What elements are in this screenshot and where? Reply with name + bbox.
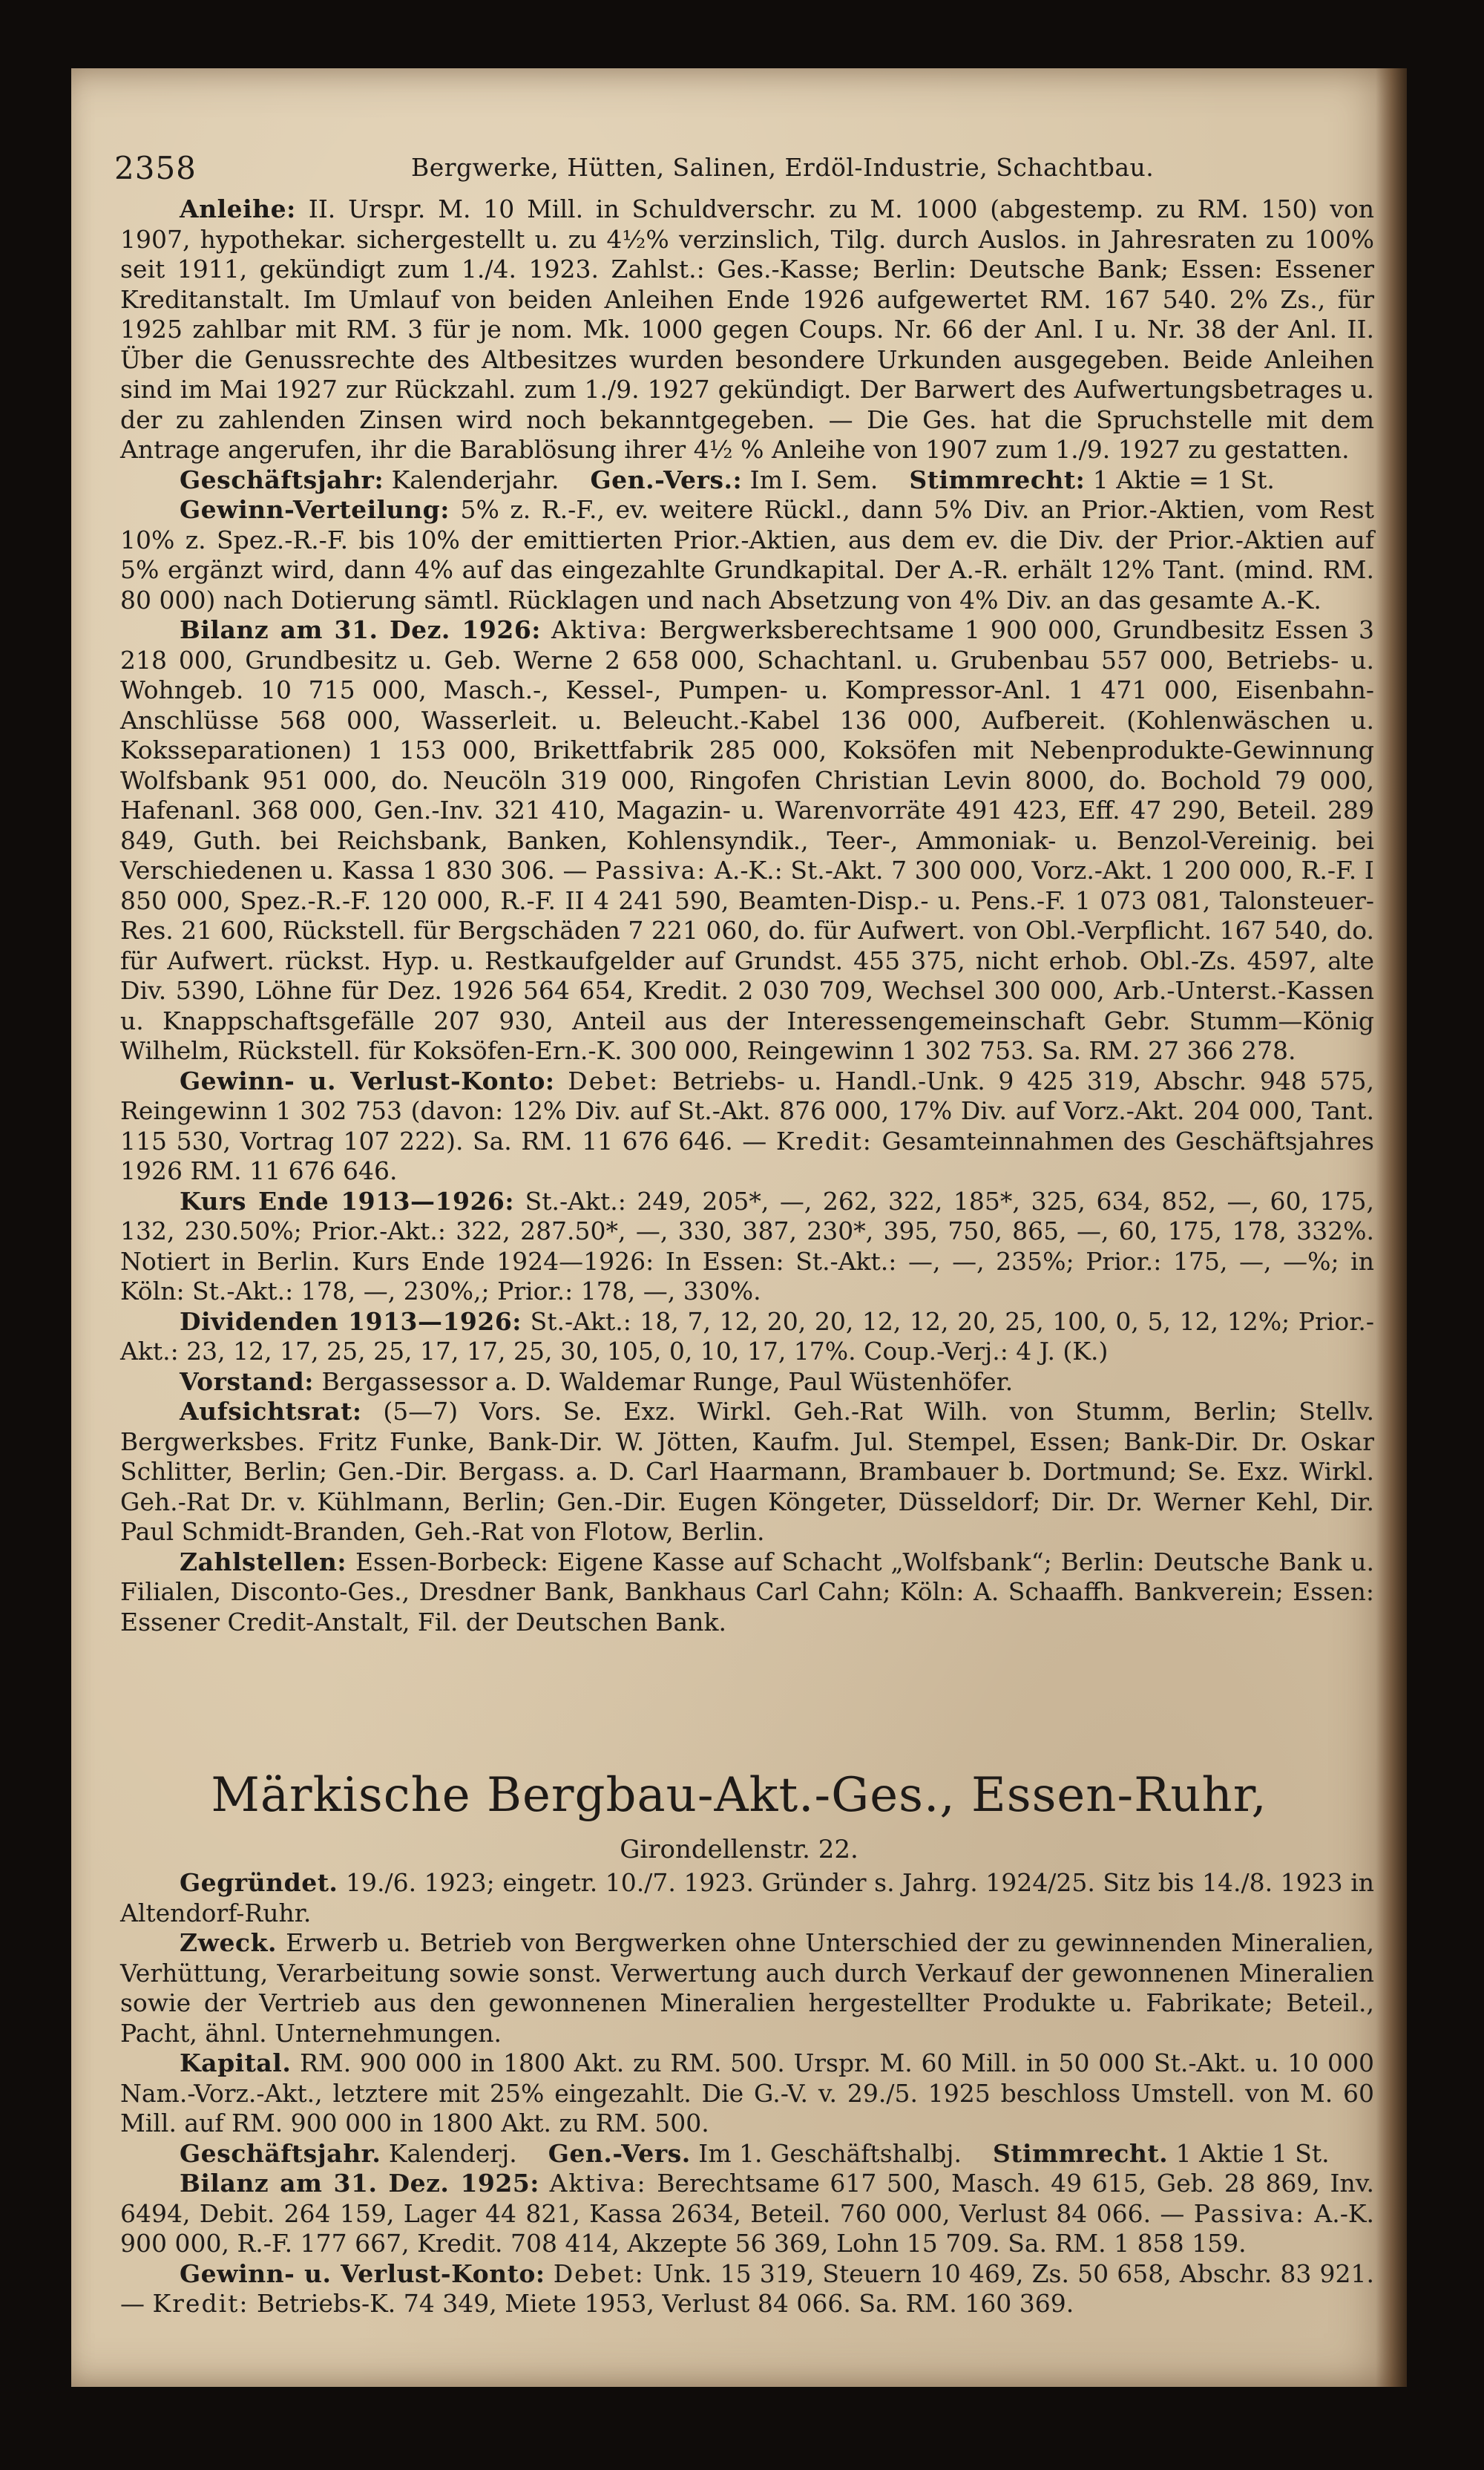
page-gutter-shadow — [1376, 68, 1407, 2387]
kapital-text: RM. 900 000 in 1800 Akt. zu RM. 500. Urspr. M. 60 Mill. in 50 000 St.-Akt. u. 10 000 Nam.-Vorz.-Akt., letztere mit 25% eingezahlt. Die G.-V. v. 29./5. 1925 beschloss Umstell. von M. 60 Mill. auf RM. 900 000 in 1800 Akt. zu RM. 500. — [120, 2048, 1374, 2138]
kurs-text: St.-Akt.: 249, 205*, —, 262, 322, 185*, 325, 634, 852, —, 60, 175, 132, 230.50%; Prior.-Akt.: 322, 287.50*, —, 330, 387, 230*, 395, 750, 865, —, 60, 175, 178, 332%. Notiert in Berlin. Kurs Ende 1924—1926: In Essen: St.-Akt.: —, —, 235%; Prior.: 175, —, —%; in Köln: St.-Akt.: 178, —, 230%,; Prior.: 178, —, 330%. — [120, 1186, 1374, 1306]
dividenden-label: Dividenden 1913—1926: — [180, 1306, 522, 1336]
zahlstellen-paragraph — [120, 1547, 1374, 1638]
guv2-kredit-text: Betriebs-K. 74 349, Miete 1953, Verlust 84 066. Sa. RM. 160 369. — [257, 2289, 1074, 2318]
guv-paragraph — [120, 1067, 1374, 1187]
guv2-label: Gewinn- u. Verlust-Konto: — [180, 2258, 545, 2288]
genvers2-label: Gen.-Vers. — [548, 2138, 691, 2168]
stimmrecht2-label: Stimmrecht. — [992, 2138, 1169, 2168]
meta2-paragraph — [120, 2139, 1374, 2169]
gegruendet-paragraph — [120, 1868, 1374, 1928]
kapital-label: Kapital. — [180, 2048, 292, 2077]
stimmrecht-text: 1 Aktie = 1 St. — [1092, 465, 1275, 494]
dividenden-text: St.-Akt.: 18, 7, 12, 20, 20, 12, 12, 20, 25, 100, 0, 5, 12, 12%; Prior.-Akt.: 23, 12, 17, 25, 25, 17, 17, 25, 30, 105, 0, 10, 17, 17%. Coup.-Verj.: 4 J. (K.) — [120, 1306, 1374, 1366]
zweck-paragraph — [120, 1928, 1374, 2048]
guv2-debet-text: Unk. 15 319, Steuern 10 469, Zs. 50 658, Abschr. 83 921. — — [120, 2258, 1374, 2318]
geschaeftsjahr2-text: Kalenderj. — [388, 2138, 517, 2168]
stimmrecht-label: Stimmrecht: — [909, 465, 1086, 494]
genvers-text: Im I. Sem. — [749, 465, 879, 494]
geschaeftsjahr-label: Geschäftsjahr: — [180, 465, 384, 494]
vorstand-text: Bergassessor a. D. Waldemar Runge, Paul Wüstenhöfer. — [321, 1366, 1014, 1396]
gegruendet-label: Gegründet. — [180, 1868, 338, 1897]
bilanz-passiva-label: Passiva: — [595, 856, 707, 885]
geschaeftsjahr2-label: Geschäftsjahr. — [180, 2138, 381, 2168]
dividenden-paragraph — [120, 1307, 1374, 1367]
gewinnverteilung-paragraph — [120, 495, 1374, 615]
guv-kredit-label: Kredit: — [775, 1126, 873, 1156]
vorstand-label: Vorstand: — [180, 1366, 314, 1396]
bilanz2-label: Bilanz am 31. Dez. 1925: — [180, 2169, 539, 2198]
aufsichtsrat-text: (5—7) Vors. Se. Exz. Wirkl. Geh.-Rat Wilh. von Stumm, Berlin; Stellv. Bergwerksbes. Fritz Funke, Bank-Dir. W. Jötten, Kaufm. Jul. Stempel, Essen; Bank-Dir. Dr. Oskar Schlitter, Berlin; Gen.-Dir. Bergass. a. D. Carl Haarmann, Brambauer b. Dortmund; Se. Exz. Wirkl. Geh.-Rat Dr. v. Kühlmann, Berlin; Gen.-Dir. Eugen Köngeter, Düsseldorf; Dir. Dr. Werner Kehl, Dir. Paul Schmidt-Branden, Geh.-Rat von Flotow, Berlin. — [120, 1397, 1374, 1546]
zweck-text: Erwerb u. Betrieb von Bergwerken ohne Unterschied der zu gewinnenden Mineralien, Verhüttung, Verarbeitung sowie sonst. Verwertung auch durch Verkauf der gewonnenen Mineralien sowie der Vertrieb aus den gewonnenen Mineralien hergestellter Produkte u. Fabrikate; Beteil., Pacht, ähnl. Unternehmungen. — [120, 1928, 1374, 2048]
zweck-label: Zweck. — [180, 1928, 277, 1957]
book-page — [71, 68, 1407, 2387]
bilanz2-passiva-text: A.-K. 900 000, R.-F. 177 667, Kredit. 708 414, Akzepte 56 369, Lohn 15 709. Sa. RM. 1 858 159. — [120, 2198, 1374, 2258]
guv-debet-label: Debet: — [568, 1066, 660, 1095]
anleihe-text: II. Urspr. M. 10 Mill. in Schuldverschr. zu M. 1000 (abgestemp. zu RM. 150) von 1907, hypothekar. sichergestellt u. zu 4½% verzinslich, Tilg. durch Auslos. in Jahresraten zu 100% seit 1911, gekündigt zum 1./4. 1923. Zahlst.: Ges.-Kasse; Berlin: Deutsche Bank; Essen: Essener Kreditanstalt. Im Umlauf von beiden Anleihen Ende 1926 aufgewertet RM. 167 540. 2% Zs., für 1925 zahlbar mit RM. 3 für je nom. Mk. 1000 gegen Coups. Nr. 66 der Anl. I u. Nr. 38 der Anl. II. Über die Genussrechte des Altbesitzes wurden besondere Urkunden ausgegeben. Beide Anleihen sind im Mai 1927 zur Rückzahl. zum 1./9. 1927 gekündigt. Der Barwert des Aufwertungsbetrages u. der zu zahlenden Zinsen wird noch bekanntgegeben. — Die Ges. hat die Spruchstelle mit dem Antrage angerufen, ihr die Barablösung ihrer 4½ % Anleihe von 1907 zum 1./9. 1927 zu gestatten. — [120, 194, 1374, 464]
bilanz-label: Bilanz am 31. Dez. 1926: — [180, 615, 541, 644]
bilanz2-passiva-label: Passiva: — [1193, 2198, 1306, 2228]
geschaeftsjahr-text: Kalenderjahr. — [391, 465, 559, 494]
gegruendet-text: 19./6. 1923; eingetr. 10./7. 1923. Gründer s. Jahrg. 1924/25. Sitz bis 14./8. 1923 in Altendorf-Ruhr. — [120, 1868, 1374, 1927]
kapital-paragraph — [120, 2048, 1374, 2139]
anleihe-paragraph — [120, 194, 1374, 465]
bilanz2-aktiva-label: Aktiva: — [549, 2169, 647, 2198]
bilanz2-paragraph — [120, 2169, 1374, 2259]
zahlstellen-text: Essen-Borbeck: Eigene Kasse auf Schacht „Wolfsbank“; Berlin: Deutsche Bank u. Filialen, Disconto-Ges., Dresdner Bank, Bankhaus Carl Cahn; Köln: A. Schaaffh. Bankverein; Essen: Essener Credit-Anstalt, Fil. der Deutschen Bank. — [120, 1547, 1374, 1637]
company-title: Märkische Bergbau-Akt.-Ges., Essen-Ruhr, — [211, 1768, 1267, 1823]
page-header — [114, 150, 1301, 194]
zahlstellen-label: Zahlstellen: — [180, 1547, 347, 1576]
page-number: 2358 — [114, 150, 197, 186]
company-entry — [120, 1868, 1374, 2319]
aufsichtsrat-label: Aufsichtsrat: — [180, 1397, 362, 1426]
gewinnverteilung-label: Gewinn-Verteilung: — [180, 495, 450, 524]
kurs-label: Kurs Ende 1913—1926: — [180, 1186, 515, 1216]
company-address: Girondellenstr. 22. — [620, 1835, 858, 1864]
guv2-debet-label: Debet: — [553, 2258, 645, 2288]
guv2-kredit-label: Kredit: — [152, 2289, 249, 2318]
entry-continuation — [120, 194, 1374, 1637]
bilanz2-aktiva-text: Berechtsame 617 500, Masch. 49 615, Geb. 28 869, Inv. 6494, Debit. 264 159, Lager 44 821, Kassa 2634, Beteil. 760 000, Verlust 84 066. — — [120, 2169, 1375, 2228]
guv2-paragraph — [120, 2259, 1374, 2319]
meta-paragraph — [120, 465, 1374, 496]
genvers-label: Gen.-Vers.: — [590, 465, 743, 494]
running-title: Bergwerke, Hütten, Salinen, Erdöl-Industrie, Schachtbau. — [411, 153, 1155, 182]
anleihe-label: Anleihe: — [180, 194, 296, 223]
bilanz-aktiva-label: Aktiva: — [551, 615, 649, 644]
guv-debet-text: Betriebs- u. Handl.-Unk. 9 425 319, Abschr. 948 575, Reingewinn 1 302 753 (davon: 12% Div. auf St.-Akt. 876 000, 17% Div. auf Vorz.-Akt. 204 000, Tant. 115 530, Vortrag 107 222). Sa. RM. 11 676 646. — — [120, 1066, 1374, 1156]
bilanz-aktiva-text: Bergwerksberechtsame 1 900 000, Grundbesitz Essen 3 218 000, Grundbesitz u. Geb. Werne 2 658 000, Schachtanl. u. Grubenbau 557 000, Betriebs- u. Wohngeb. 10 715 000, Masch.-, Kessel-, Pumpen- u. Kompressor-Anl. 1 471 000, Eisenbahn-Anschlüsse 568 000, Wasserleit. u. Beleucht.-Kabel 136 000, Aufbereit. (Kohlenwäschen u. Koksseparationen) 1 153 000, Brikettfabrik 285 000, Koksöfen mit Nebenprodukte-Gewinnung Wolfsbank 951 000, do. Neucöln 319 000, Ringofen Christian Levin 8000, do. Bochold 79 000, Hafenanl. 368 000, Gen.-Inv. 321 410, Magazin- u. Warenvorräte 491 423, Eff. 47 290, Beteil. 289 849, Guth. bei Reichsbank, Banken, Kohlensyndik., Teer-, Ammoniak- u. Benzol-Vereinig. bei Verschiedenen u. Kassa 1 830 306. — — [120, 615, 1374, 885]
guv-label: Gewinn- u. Verlust-Konto: — [180, 1066, 555, 1095]
bilanz-paragraph — [120, 615, 1374, 1067]
vorstand-paragraph — [120, 1367, 1374, 1398]
bilanz-passiva-text: A.-K.: St.-Akt. 7 300 000, Vorz.-Akt. 1 200 000, R.-F. I 850 000, Spez.-R.-F. 120 000, R.-F. II 4 241 590, Beamten-Disp.- u. Pens.-F. 1 073 081, Talonsteuer-Res. 21 600, Rückstell. für Bergschäden 7 221 060, do. für Aufwert. von Obl.-Verpflicht. 167 540, do. für Aufwert. rückst. Hyp. u. Restkaufgelder auf Grundst. 455 375, nicht erhob. Obl.-Zs. 4597, alte Div. 5390, Löhne für Dez. 1926 564 654, Kredit. 2 030 709, Wechsel 300 000, Arb.-Unterst.-Kassen u. Knappschaftsgefälle 207 930, Anteil aus der Interessengemeinschaft Gebr. Stumm—König Wilhelm, Rückstell. für Koksöfen-Ern.-K. 300 000, Reingewinn 1 302 753. Sa. RM. 27 366 278. — [120, 856, 1374, 1065]
aufsichtsrat-paragraph — [120, 1397, 1374, 1547]
stimmrecht2-text: 1 Aktie 1 St. — [1175, 2138, 1330, 2168]
kurs-paragraph — [120, 1187, 1374, 1307]
gewinnverteilung-text: 5% z. R.-F., ev. weitere Rückl., dann 5% Div. an Prior.-Aktien, vom Rest 10% z. Spez.-R.-F. bis 10% der emittierten Prior.-Aktien, aus dem ev. die Div. der Prior.-Aktien auf 5% ergänzt wird, dann 4% auf das eingezahlte Grundkapital. Der A.-R. erhält 12% Tant. (mind. RM. 80 000) nach Dotierung sämtl. Rücklagen und nach Absetzung von 4% Div. an das gesamte A.-K. — [120, 495, 1374, 615]
guv-kredit-text: Gesamteinnahmen des Geschäftsjahres 1926 RM. 11 676 646. — [120, 1126, 1374, 1185]
genvers2-text: Im 1. Geschäftshalbj. — [698, 2138, 962, 2168]
